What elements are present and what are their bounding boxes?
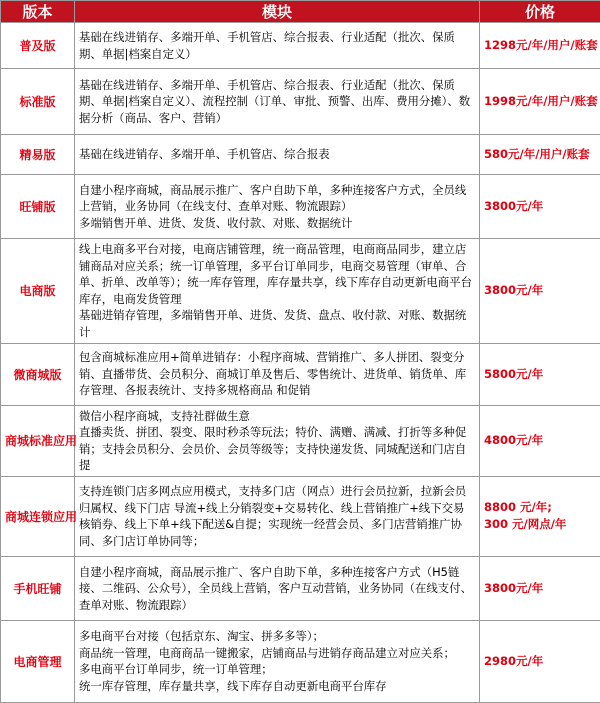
- header-modules: 模块: [75, 1, 480, 23]
- table-row: [1, 476, 600, 556]
- header-row: [1, 1, 600, 23]
- modules-cell: [75, 69, 480, 135]
- module-text: 基础在线进销存、多端开单、手机管店、综合报表、行业适配（批次、保质期、单据|档案自定义）、流程控制（订单、审批、预警、出库、费用分摊）、数据分析（商品、客户、营销）: [79, 77, 475, 127]
- table-row: [1, 135, 600, 175]
- edition-cell: 电商版: [1, 239, 75, 344]
- edition-cell: 手机旺铺: [1, 556, 75, 620]
- module-text: 多电商平台订单同步，统一订单管理；: [79, 661, 475, 678]
- modules-cell: [75, 23, 480, 69]
- module-text: 自建小程序商城，商品展示推广、客户自助下单，多种连接客户方式（H5链接、二维码、公众号），全员线上营销，客户互动营销，业务协同（在线支付、查单对账、物流跟踪）: [79, 564, 475, 614]
- table-row: [1, 556, 600, 620]
- module-text: 基础在线进销存、多端开单、手机管店、综合报表: [79, 146, 475, 163]
- module-text: 基础在线进销存、多端开单、手机管店、综合报表、行业适配（批次、保质期、单据|档案自定义）: [79, 29, 475, 62]
- module-text: 多端销售开单、进货、发货、收付款、对账、数据统计: [79, 215, 475, 232]
- price-text: 580元/年/用户/账套: [484, 146, 596, 163]
- edition-cell: 标准版: [1, 69, 75, 135]
- modules-cell: [75, 476, 480, 556]
- modules-cell: [75, 405, 480, 476]
- module-text: 线上电商多平台对接，电商店铺管理，统一商品管理，电商商品同步，建立店铺商品对应关系；统一订单管理，多平台订单同步，电商交易管理（审单、合单、折单、改单等）；统一库存管理，库存量共享，线下库存自动更新电商平台库存，电商发货管理: [79, 241, 475, 307]
- edition-cell: 商城标准应用: [1, 405, 75, 476]
- modules-cell: [75, 343, 480, 405]
- edition-cell: 普及版: [1, 23, 75, 69]
- price-cell: [480, 405, 600, 476]
- price-cell: [480, 476, 600, 556]
- price-text: 1998元/年/用户/账套: [484, 93, 596, 110]
- price-cell: [480, 135, 600, 175]
- price-text: 3800元/年: [484, 580, 596, 597]
- table-row: [1, 23, 600, 69]
- price-cell: [480, 620, 600, 702]
- price-cell: [480, 343, 600, 405]
- table-row: [1, 175, 600, 239]
- table-row: [1, 69, 600, 135]
- price-text: 300 元/网点/年: [484, 516, 596, 533]
- price-text: 2980元/年: [484, 653, 596, 670]
- modules-cell: [75, 175, 480, 239]
- price-cell: [480, 239, 600, 344]
- table-row: [1, 405, 600, 476]
- price-text: 3800元/年: [484, 198, 596, 215]
- price-text: 8800 元/年;: [484, 499, 596, 516]
- header-price: 价格: [480, 1, 600, 23]
- module-text: 统一库存管理，库存量共享，线下库存自动更新电商平台库存: [79, 678, 475, 695]
- table-body: [1, 23, 600, 703]
- price-cell: [480, 175, 600, 239]
- table-row: [1, 239, 600, 344]
- price-text: 3800元/年: [484, 282, 596, 299]
- price-cell: [480, 556, 600, 620]
- module-text: 微信小程序商城，支持社群做生意: [79, 408, 475, 425]
- module-text: 自建小程序商城，商品展示推广、客户自助下单，多种连接客户方式，全员线上营销，业务协同（在线支付、查单对账、物流跟踪）: [79, 182, 475, 215]
- edition-cell: 微商城版: [1, 343, 75, 405]
- table-row: [1, 620, 600, 702]
- price-cell: [480, 69, 600, 135]
- module-text: 直播卖货、拼团、裂变、限时秒杀等玩法；特价、满赠、满减、打折等多种促销；支持会员积分、会员价、会员等级等；支持快递发货、同城配送和门店自提: [79, 424, 475, 474]
- modules-cell: [75, 620, 480, 702]
- modules-cell: [75, 556, 480, 620]
- price-cell: [480, 23, 600, 69]
- price-text: 4800元/年: [484, 432, 596, 449]
- edition-cell: 旺铺版: [1, 175, 75, 239]
- price-text: 5800元/年: [484, 366, 596, 383]
- modules-cell: [75, 239, 480, 344]
- module-text: 包含商城标准应用+简单进销存：小程序商城、营销推广、多人拼团、裂变分销、直播带货、会员积分、商城订单及售后、零售统计、进货单、销货单、库存管理、各报表统计、支持多规格商品 和促销: [79, 349, 475, 399]
- module-text: 多电商平台对接（包括京东、淘宝、拼多多等）；: [79, 628, 475, 645]
- edition-cell: 电商管理: [1, 620, 75, 702]
- module-text: 支持连锁门店多网点应用模式，支持多门店（网点）进行会员拉新，拉新会员归属权、线下门店 导流+线上分销裂变+交易转化、线上营销推广+线下交易核销券、线上下单+线下配送&自提；实现统一经营会员、多门店营销推广协同、多门店订单协同等；: [79, 483, 475, 549]
- module-text: 商品统一管理，电商商品一键搬家，店铺商品与进销存商品建立对应关系；: [79, 645, 475, 662]
- module-text: 基础进销存管理，多端销售开单、进货、发货、盘点、收付款、对账、数据统计: [79, 307, 475, 340]
- edition-cell: 商城连锁应用: [1, 476, 75, 556]
- price-text: 1298元/年/用户/账套: [484, 37, 596, 54]
- edition-cell: 精易版: [1, 135, 75, 175]
- table-row: [1, 343, 600, 405]
- modules-cell: [75, 135, 480, 175]
- header-edition: 版本: [1, 1, 75, 23]
